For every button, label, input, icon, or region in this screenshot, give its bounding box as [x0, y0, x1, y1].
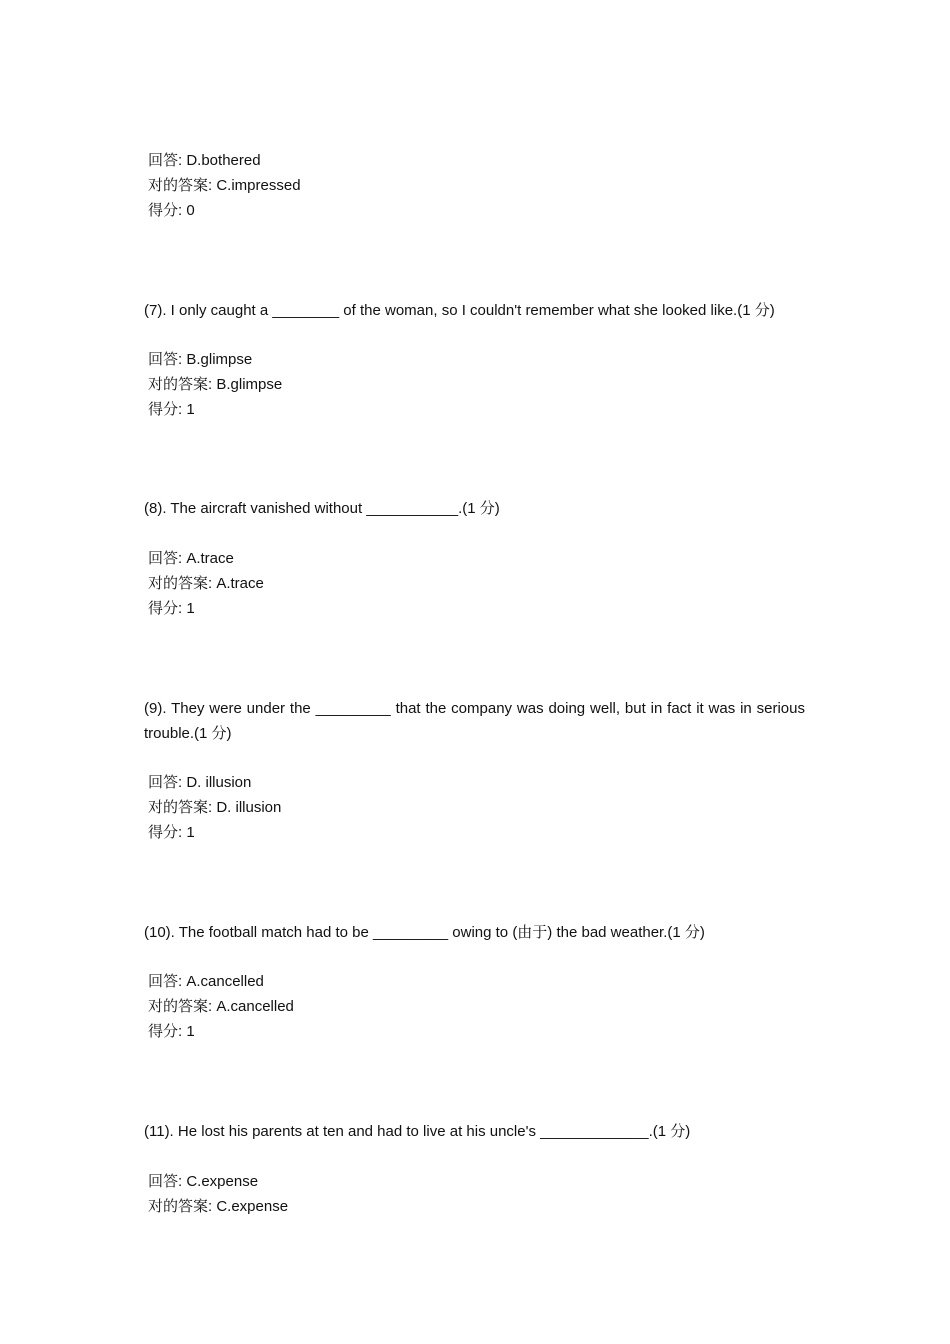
correct-answer-value: A.trace	[216, 575, 264, 592]
score-line: 得分: 1	[148, 824, 195, 841]
score-line: 得分: 1	[148, 401, 195, 418]
answer-value: C.expense	[186, 1173, 259, 1190]
question-9: (9). They were under the _________ that the company was doing well, but in fact it was in serious trouble.(1 分)	[144, 700, 805, 742]
question-8: (8). The aircraft vanished without ___________.(1 分)	[144, 500, 500, 517]
correct-answer-line: 对的答案: B.glimpse	[148, 376, 283, 393]
score-value: 1	[186, 1023, 195, 1040]
question-7: (7). I only caught a ________ of the woman, so I couldn't remember what she looked like.(1 分)	[144, 302, 775, 319]
correct-answer-value: C.expense	[216, 1198, 289, 1215]
score-value: 0	[186, 202, 195, 219]
correct-answer-line: 对的答案: A.cancelled	[148, 998, 294, 1015]
correct-answer-value: D. illusion	[216, 799, 282, 816]
answer-value: D. illusion	[186, 774, 252, 791]
score-line: 得分: 0	[148, 202, 195, 219]
question-10: (10). The football match had to be _________ owing to (由于) the bad weather.(1 分)	[144, 924, 705, 941]
answer-line: 回答: D.bothered	[148, 152, 261, 169]
correct-answer-value: C.impressed	[216, 177, 301, 194]
correct-answer-value: B.glimpse	[216, 376, 283, 393]
question-11: (11). He lost his parents at ten and had to live at his uncle's _____________.(1 分)	[144, 1123, 691, 1140]
answer-line: 回答: D. illusion	[148, 774, 252, 791]
answer-value: D.bothered	[186, 152, 261, 169]
score-value: 1	[186, 401, 195, 418]
score-line: 得分: 1	[148, 600, 195, 617]
answer-value: A.trace	[186, 550, 234, 567]
score-value: 1	[186, 600, 195, 617]
correct-answer-line: 对的答案: D. illusion	[148, 799, 282, 816]
correct-answer-line: 对的答案: C.expense	[148, 1198, 289, 1215]
correct-answer-value: A.cancelled	[216, 998, 294, 1015]
score-line: 得分: 1	[148, 1023, 195, 1040]
answer-line: 回答: A.cancelled	[148, 973, 264, 990]
answer-value: A.cancelled	[186, 973, 264, 990]
correct-answer-line: 对的答案: C.impressed	[148, 177, 301, 194]
answer-value: B.glimpse	[186, 351, 253, 368]
score-value: 1	[186, 824, 195, 841]
answer-line: 回答: B.glimpse	[148, 351, 253, 368]
correct-answer-line: 对的答案: A.trace	[148, 575, 264, 592]
answer-line: 回答: A.trace	[148, 550, 234, 567]
answer-line: 回答: C.expense	[148, 1173, 259, 1190]
